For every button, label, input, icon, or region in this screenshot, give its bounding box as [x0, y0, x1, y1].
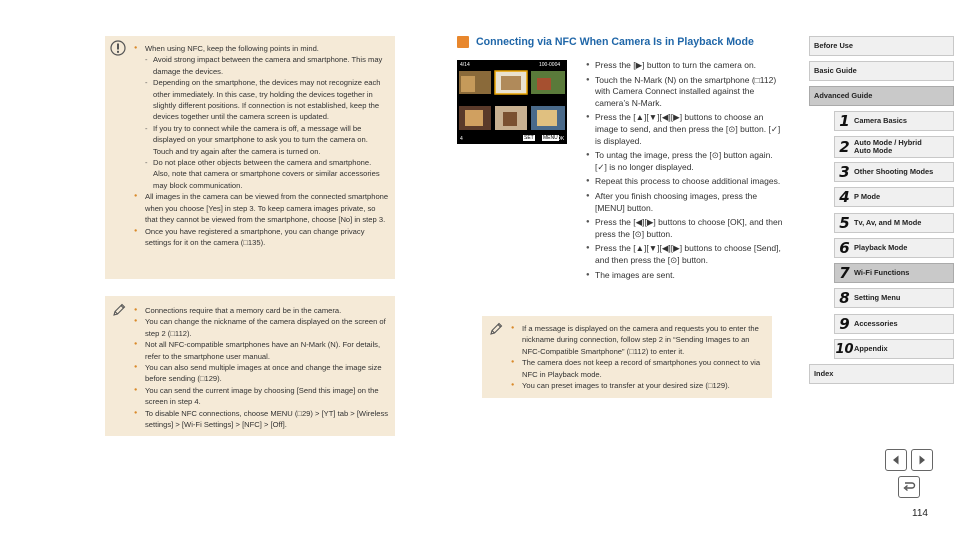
camera-ok-label: OK [557, 136, 565, 142]
caution-icon [110, 40, 126, 56]
return-icon [902, 481, 916, 493]
tips-item: ● You can preset images to transfer at your desired size (□129). [510, 380, 766, 391]
caution-item: ● When using NFC, keep the following points in mind. - Avoid strong impact between the camera and smartphone. This may damage the devices. - Depending on the smartphone, the devices may not recognize each other immediately. In this case, try holding the devices together in slightly different positions. If connection is not established, keep the devices together until the camera screen is updated. - If you try to connect while the camera is off, a message will be displayed on your smartphone to ask you to turn the camera on. Touch and try again after the camera is turned on. - Do not place other objects between the camera and smartphone. Also, note that camera or smartphone covers or similar accessories may block communication. [133, 43, 389, 191]
tips-item: ● You can also send multiple images at once and change the image size before sending (□129). [133, 362, 389, 385]
chapter-tv-av-m-mode[interactable]: 5 Tv, Av, and M Mode [834, 213, 954, 233]
pencil-icon [111, 302, 127, 318]
chapter-setting-menu[interactable]: 8 Setting Menu [834, 288, 954, 308]
caution-box [105, 36, 395, 279]
page-number: 114 [912, 508, 928, 519]
caution-sub-item: - Do not place other objects between the camera and smartphone. Also, note that camera or smartphone covers or similar accessories may block communication. [145, 157, 389, 191]
tips-item: ● If a message is displayed on the camera and requests you to enter the nickname during connection, follow step 2 in “Sending Images to an NFC-Compatible Smartphone” (□112) to enter it. [510, 323, 766, 357]
chapter-accessories[interactable]: 9 Accessories [834, 314, 954, 334]
step-item: ● Press the [◀][▶] buttons to choose [OK], and then press the [⊙] button. [586, 217, 786, 240]
steps-list [586, 60, 786, 284]
caution-item: ● All images in the camera can be viewed from the connected smartphone when you choose [Yes] in step 3. To keep camera images private, so that they cannot be viewed from the smartphone, choose [No] in step 3. [133, 191, 389, 225]
caution-sub-item: - Depending on the smartphone, the devices may not recognize each other immediately. In this case, try holding the devices together in slightly different positions. If connection is not established, keep the devices together until the camera screen is updated. [145, 77, 389, 123]
camera-set-label: SET [524, 135, 534, 141]
camera-count: 4 [460, 136, 463, 142]
section-marker-icon [457, 36, 469, 48]
chapter-p-mode[interactable]: 4 P Mode [834, 187, 954, 207]
caution-list [133, 43, 389, 248]
tips-item: ● The camera does not keep a record of smartphones you connect to via NFC in Playback mode. [510, 357, 766, 380]
step-item: ● The images are sent. [586, 270, 786, 282]
return-button[interactable] [898, 476, 920, 498]
nav-index[interactable]: Index [809, 364, 954, 384]
pencil-icon [488, 321, 504, 337]
next-page-button[interactable] [911, 449, 933, 471]
caution-sub-item: - If you try to connect while the camera is off, a message will be displayed on your smartphone to ask you to turn the camera on. Touch and try again after the camera is turned on. [145, 123, 389, 157]
step-item: ● Repeat this process to choose additional images. [586, 176, 786, 188]
camera-folder: 100-0004 [539, 62, 561, 68]
camera-counter: 4/14 [460, 62, 470, 68]
tips-item: ● To disable NFC connections, choose MENU (□29) > [YT] tab > [Wireless settings] > [Wi-Fi Settings] > [NFC] > [Off]. [133, 408, 389, 431]
camera-thumbnails [457, 68, 567, 134]
caution-sub-item: - Avoid strong impact between the camera and smartphone. This may damage the devices. [145, 54, 389, 77]
tips-box [482, 316, 772, 398]
nav-before-use[interactable]: Before Use [809, 36, 954, 56]
nav-advanced-guide[interactable]: Advanced Guide [809, 86, 954, 106]
nav-basic-guide[interactable]: Basic Guide [809, 61, 954, 81]
caution-item: ● Once you have registered a smartphone, you can change privacy settings for it on the camera (□135). [133, 226, 389, 249]
step-item: ● After you finish choosing images, press the [MENU] button. [586, 191, 786, 214]
step-item: ● Press the [▶] button to turn the camera on. [586, 60, 786, 72]
chapter-other-shooting-modes[interactable]: 3 Other Shooting Modes [834, 162, 954, 182]
step-item: ● Press the [▲][▼][◀][▶] buttons to choose an image to send, and then press the [⊙] button. [✓] is displayed. [586, 112, 786, 147]
camera-screen-illustration [457, 60, 567, 144]
camera-menu-label: MENU [543, 135, 558, 141]
arrow-left-icon [890, 454, 902, 466]
chapter-appendix[interactable]: 10 Appendix [834, 339, 954, 359]
chapter-camera-basics[interactable]: 1 Camera Basics [834, 111, 954, 131]
tips-item: ● You can send the current image by choosing [Send this image] on the screen in step 4. [133, 385, 389, 408]
tips-item: ● Not all NFC-compatible smartphones have an N-Mark (N). For details, refer to the smartphone user manual. [133, 339, 389, 362]
tips-item: ● You can change the nickname of the camera displayed on the screen of step 2 (□112). [133, 316, 389, 339]
chapter-auto-mode[interactable]: 2 Auto Mode / Hybrid Auto Mode [834, 136, 954, 158]
caution-sub-list [145, 54, 389, 191]
tips-list [510, 323, 766, 391]
step-item: ● Press the [▲][▼][◀][▶] buttons to choose [Send], and then press the [⊙] button. [586, 243, 786, 266]
step-item: ● Touch the N-Mark (N) on the smartphone (□112) with Camera Connect installed against the camera’s N-Mark. [586, 75, 786, 110]
section-title: Connecting via NFC When Camera Is in Playback Mode [457, 36, 754, 48]
chapter-playback-mode[interactable]: 6 Playback Mode [834, 238, 954, 258]
step-item: ● To untag the image, press the [⊙] button again. [✓] is no longer displayed. [586, 150, 786, 173]
arrow-right-icon [916, 454, 928, 466]
tips-box [105, 296, 395, 436]
tips-list [133, 305, 389, 430]
prev-page-button[interactable] [885, 449, 907, 471]
tips-item: ● Connections require that a memory card be in the camera. [133, 305, 389, 316]
chapter-wi-fi-functions[interactable]: 7 Wi-Fi Functions [834, 263, 954, 283]
